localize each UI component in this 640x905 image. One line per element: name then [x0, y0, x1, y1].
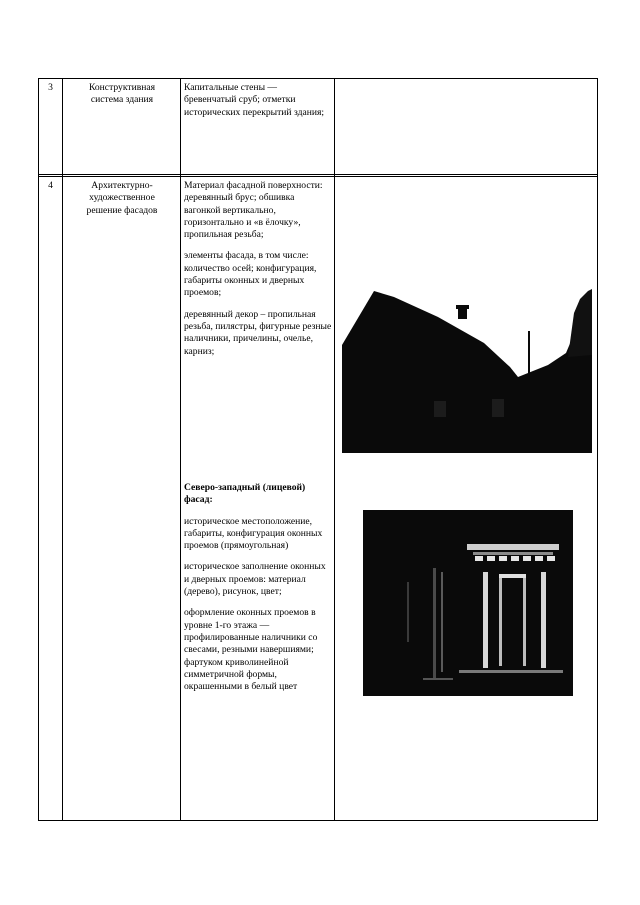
- northwest-facade-heading: Северо-западный (лицевой) фасад:: [184, 482, 306, 506]
- table-bottom-border: [38, 820, 598, 821]
- row-4-number: 4: [48, 180, 53, 191]
- column-divider-2: [180, 78, 181, 821]
- windows-facade-image: [363, 510, 573, 696]
- window-location-paragraph: историческое местоположение, габариты, конфигурация оконных проемов (прямоугольная): [184, 515, 323, 552]
- row-3-name: Конструктивная система здания: [88, 82, 156, 106]
- house-silhouette-image: [342, 285, 592, 453]
- northwest-facade-block: [184, 482, 332, 702]
- northwest-facade-photo: [363, 510, 573, 696]
- row-3-bottom-border: [38, 174, 598, 175]
- facade-elements-paragraph: элементы фасада, в том числе: количество осей; конфигурация, габариты оконных и дверных проемов;: [184, 250, 317, 299]
- row-3-description: Капитальные стены — бревенчатый сруб; отметки исторических перекрытий здания;: [184, 82, 325, 118]
- house-facade-photo: [342, 285, 592, 453]
- row-3-number: 3: [48, 82, 53, 93]
- row-4-name: Архитектурно-художественное решение фасадов: [86, 180, 158, 216]
- facade-material-paragraph: Материал фасадной поверхности: деревянный брус; обшивка вагонкой вертикально, горизонтально и «в ёлочку», пропильная резьба;: [184, 180, 323, 241]
- column-divider-1: [62, 78, 63, 821]
- column-divider-3: [334, 78, 335, 821]
- table-right-border: [597, 78, 598, 821]
- window-filling-paragraph: историческое заполнение оконных и дверных проемов: материал (дерево), рисунок, цвет;: [184, 561, 326, 598]
- window-decoration-paragraph: оформление оконных проемов в уровне 1-го этажа — профилированные наличники со свесами, резными навершиями; фартуком криволинейной симметричной формы, окрашенными в белый цвет: [184, 607, 318, 693]
- document-table: [38, 78, 598, 821]
- row-4-top-border: [38, 176, 598, 177]
- wooden-decor-paragraph: деревянный декор – пропильная резьба, пилястры, фигурные резные наличники, причелины, очелье, карниз;: [184, 308, 332, 357]
- row-4-description: [184, 180, 332, 367]
- table-top-border: [38, 78, 598, 79]
